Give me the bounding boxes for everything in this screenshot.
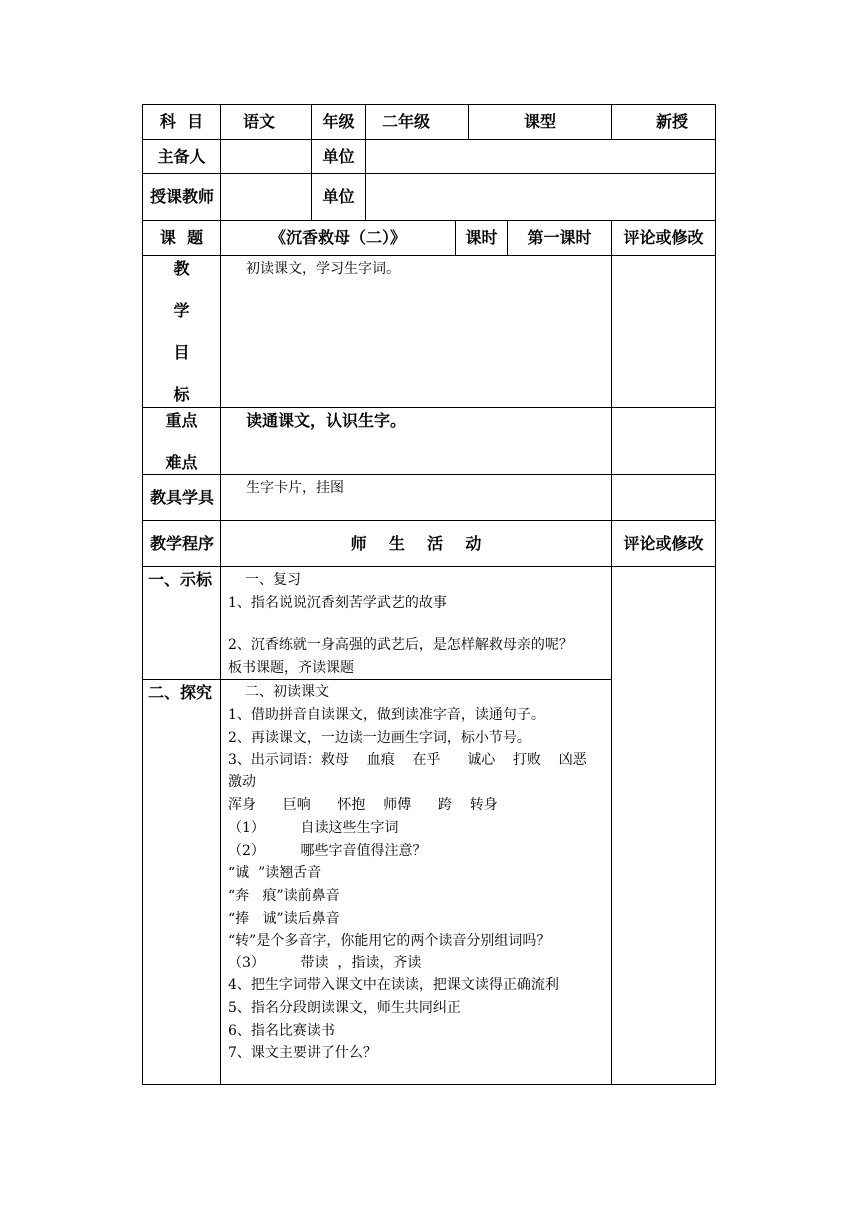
table-border	[142, 566, 716, 567]
section2-line: （1） 自读这些生字词	[228, 820, 399, 836]
section2-line: 二、初读课文	[245, 684, 329, 700]
objectives-label	[143, 258, 220, 406]
section2-line: 3、出示词语：救母 血痕 在乎 诚心 打败 凶恶	[228, 752, 587, 768]
table-border	[142, 255, 716, 256]
lesson-type-value: 新授	[655, 112, 688, 131]
table-border	[142, 474, 716, 475]
section2-line: 1、借助拼音自读课文，做到读准字音，读通句子。	[228, 707, 545, 723]
lesson-type-label: 课型	[523, 112, 556, 131]
key-points-label	[143, 410, 220, 474]
section2-line: 7、课文主要讲了什么？	[228, 1045, 377, 1061]
objectives-label-char: 学	[173, 301, 190, 320]
key-points-label-bottom: 难点	[165, 453, 198, 472]
activity-header: 师 生 活 动	[350, 533, 482, 553]
section2-line: （3） 带读 ，指读，齐读	[228, 955, 422, 971]
section1-line: 2、沉香练就一身高强的武艺后，是怎样解救母亲的呢？	[228, 637, 573, 653]
table-border	[142, 173, 716, 174]
section2-line: 激动	[228, 774, 256, 790]
grade-value: 二年级	[382, 112, 431, 131]
section2-line: “诚 ”读翘舌音	[228, 865, 322, 881]
table-border	[365, 104, 366, 220]
objectives-label-char: 目	[173, 343, 190, 362]
section2-line: （2） 哪些字音值得注意？	[228, 843, 427, 859]
subject-value: 语文	[242, 112, 275, 131]
comment-label: 评论或修改	[623, 533, 704, 553]
period-label: 课时	[465, 228, 498, 247]
grade-label: 年级	[322, 112, 355, 131]
tools-label: 教具学具	[150, 487, 215, 507]
objectives-content: 初读课文，学习生字词。	[246, 261, 400, 277]
section2-line: “捧 诚”读后鼻音	[228, 911, 340, 927]
table-border	[142, 1084, 716, 1085]
comment-label: 评论或修改	[623, 228, 704, 247]
unit-label: 单位	[322, 146, 355, 166]
subject-label: 科 目	[159, 112, 204, 131]
period-value: 第一课时	[527, 228, 592, 247]
key-points-content: 读通课文，认识生字。	[246, 411, 407, 430]
objectives-label-char: 教	[173, 259, 190, 278]
lead-preparer-label: 主备人	[157, 146, 206, 166]
section2-line: 浑身 巨响 怀抱 师傅 跨 转身	[228, 797, 498, 813]
table-border	[142, 679, 612, 680]
section2-line: 5、指名分段朗读课文，师生共同纠正	[228, 1000, 461, 1016]
section2-line: “奔 痕”读前鼻音	[228, 888, 340, 904]
table-border	[142, 139, 716, 140]
objectives-label-char: 标	[173, 385, 190, 404]
table-border	[715, 104, 716, 1085]
tools-content: 生字卡片，挂图	[246, 480, 344, 496]
table-border	[142, 407, 716, 408]
procedure-label: 教学程序	[150, 533, 215, 553]
key-points-label-top: 重点	[165, 411, 198, 430]
section1-line: 1、指名说说沉香刻苦学武艺的故事	[228, 595, 447, 611]
section2-label: 二、探究	[148, 683, 213, 702]
unit-label: 单位	[322, 187, 355, 206]
section1-line: 板书课题，齐读课题	[228, 660, 354, 676]
section2-line: 2、再读课文，一边读一边画生字词，标小节号。	[228, 730, 531, 746]
topic-label: 课 题	[159, 228, 204, 247]
table-border	[611, 220, 612, 1085]
topic-value: 《沉香救母（二）》	[269, 228, 406, 247]
teacher-label: 授课教师	[150, 187, 215, 206]
section2-line: “转”是个多音字，你能用它的两个读音分别组词吗？	[228, 933, 551, 949]
section2-line: 4、把生字词带入课文中在读读，把课文读得正确流利	[228, 977, 559, 993]
section1-line: 一、复习	[245, 572, 301, 588]
section1-label: 一、示标	[148, 570, 213, 589]
section2-line: 6、指名比赛读书	[228, 1023, 335, 1039]
